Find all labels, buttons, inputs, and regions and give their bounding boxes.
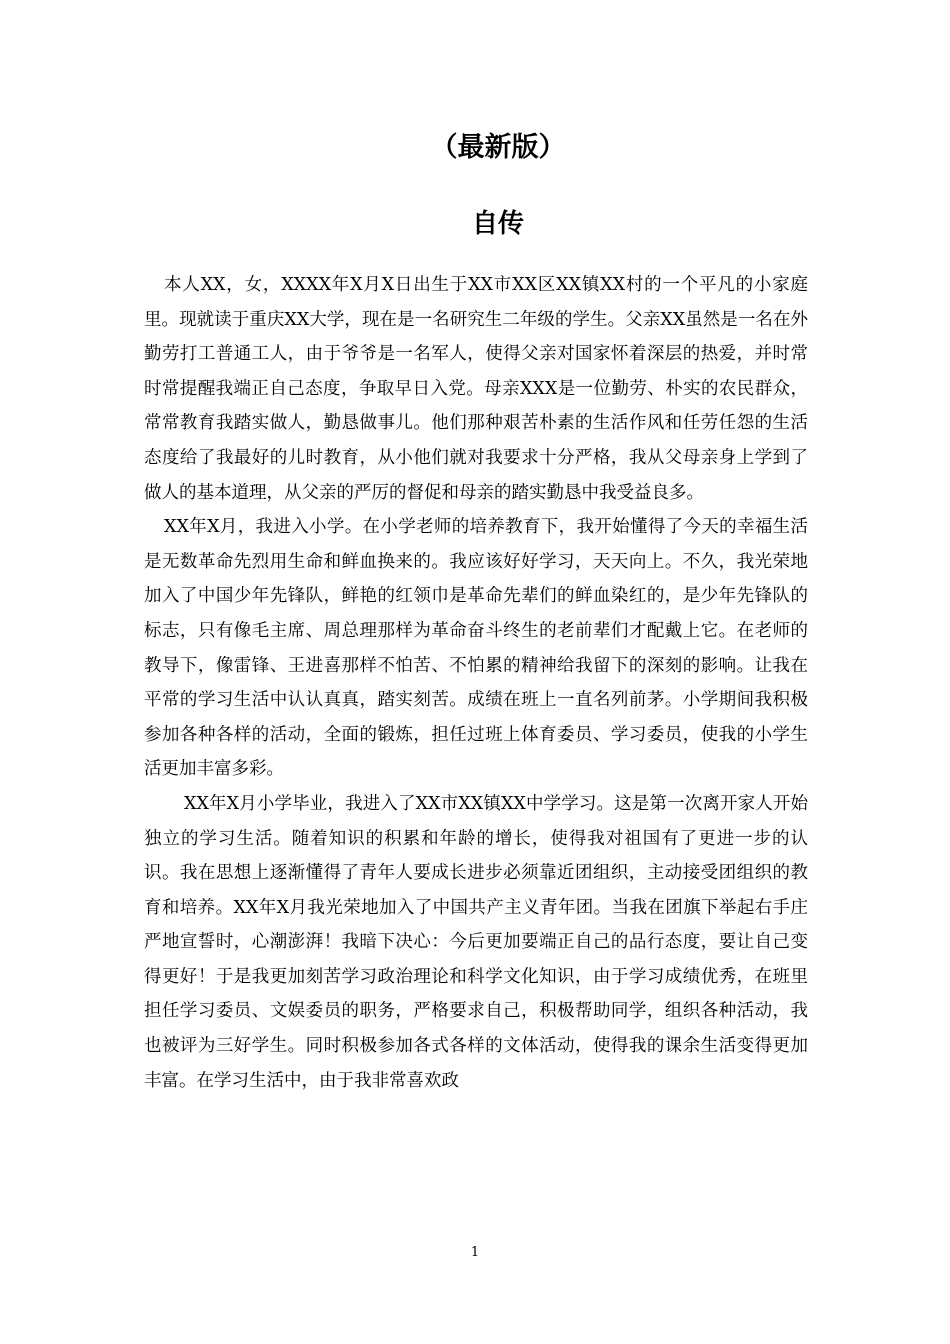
paragraph-primary-school: XX年X月，我进入小学。在小学老师的培养教育下，我开始懂得了今天的幸福生活是无数革命先烈用生命和鲜血换来的。我应该好好学习，天天向上。不久，我光荣地加入了中国少年先锋队，鲜艳的红领巾是革命先辈们的鲜血染红的，是少年先锋队的标志，只有像毛主席、周总理那样为革命奋斗终生的老前辈们才配戴上它。在老师的教导下，像雷锋、王进喜那样不怕苦、不怕累的精神给我留下的深刻的影响。让我在平常的学习生活中认认真真，踏实刻苦。成绩在班上一直名列前茅。小学期间我积极参加各种各样的活动，全面的锻炼，担任过班上体育委员、学习委员，使我的小学生活更加丰富多彩。 xyxy=(144,517,808,780)
document-subtitle: （最新版） xyxy=(430,132,566,163)
document-title: 自传 xyxy=(471,209,524,239)
document-body xyxy=(144,268,808,1098)
paragraph-middle-school: XX年X月小学毕业，我进入了XX市XX镇XX中学学习。这是第一次离开家人开始独立的学习生活。随着知识的积累和年龄的增长，使得我对祖国有了更进一步的认识。我在思想上逐渐懂得了青年人要成长进步必须靠近团组织，主动接受团组织的教育和培养。XX年X月我光荣地加入了中国共产主义青年团。当我在团旗下举起右手庄严地宣誓时，心潮澎湃！我暗下决心：今后更加要端正自己的品行态度，要让自己变得更好！于是我更加刻苦学习政治理论和科学文化知识，由于学习成绩优秀，在班里担任学习委员、文娱委员的职务，严格要求自己，积极帮助同学，组织各种活动，我也被评为三好学生。同时积极参加各式各样的文体活动，使得我的课余生活变得更加丰富。在学习生活中，由于我非常喜欢政 xyxy=(144,793,808,1091)
page-number: 1 xyxy=(470,1245,480,1260)
paragraph-family-background: 本人XX，女，XXXX年X月X日出生于XX市XX区XX镇XX村的一个平凡的小家庭里。现就读于重庆XX大学，现在是一名研究生二年级的学生。父亲XX虽然是一名在外勤劳打工普通工人，由于爷爷是一名军人，使得父亲对国家怀着深层的热爱，并时常时常提醒我端正自己态度，争取早日入党。母亲XXX是一位勤劳、朴实的农民群众，常常教育我踏实做人，勤恳做事儿。他们那种艰苦朴素的生活作风和任劳任怨的生活态度给了我最好的儿时教育，从小他们就对我要求十分严格，我从父母亲身上学到了做人的基本道理，从父亲的严厉的督促和母亲的踏实勤恳中我受益良多。 xyxy=(144,275,808,503)
